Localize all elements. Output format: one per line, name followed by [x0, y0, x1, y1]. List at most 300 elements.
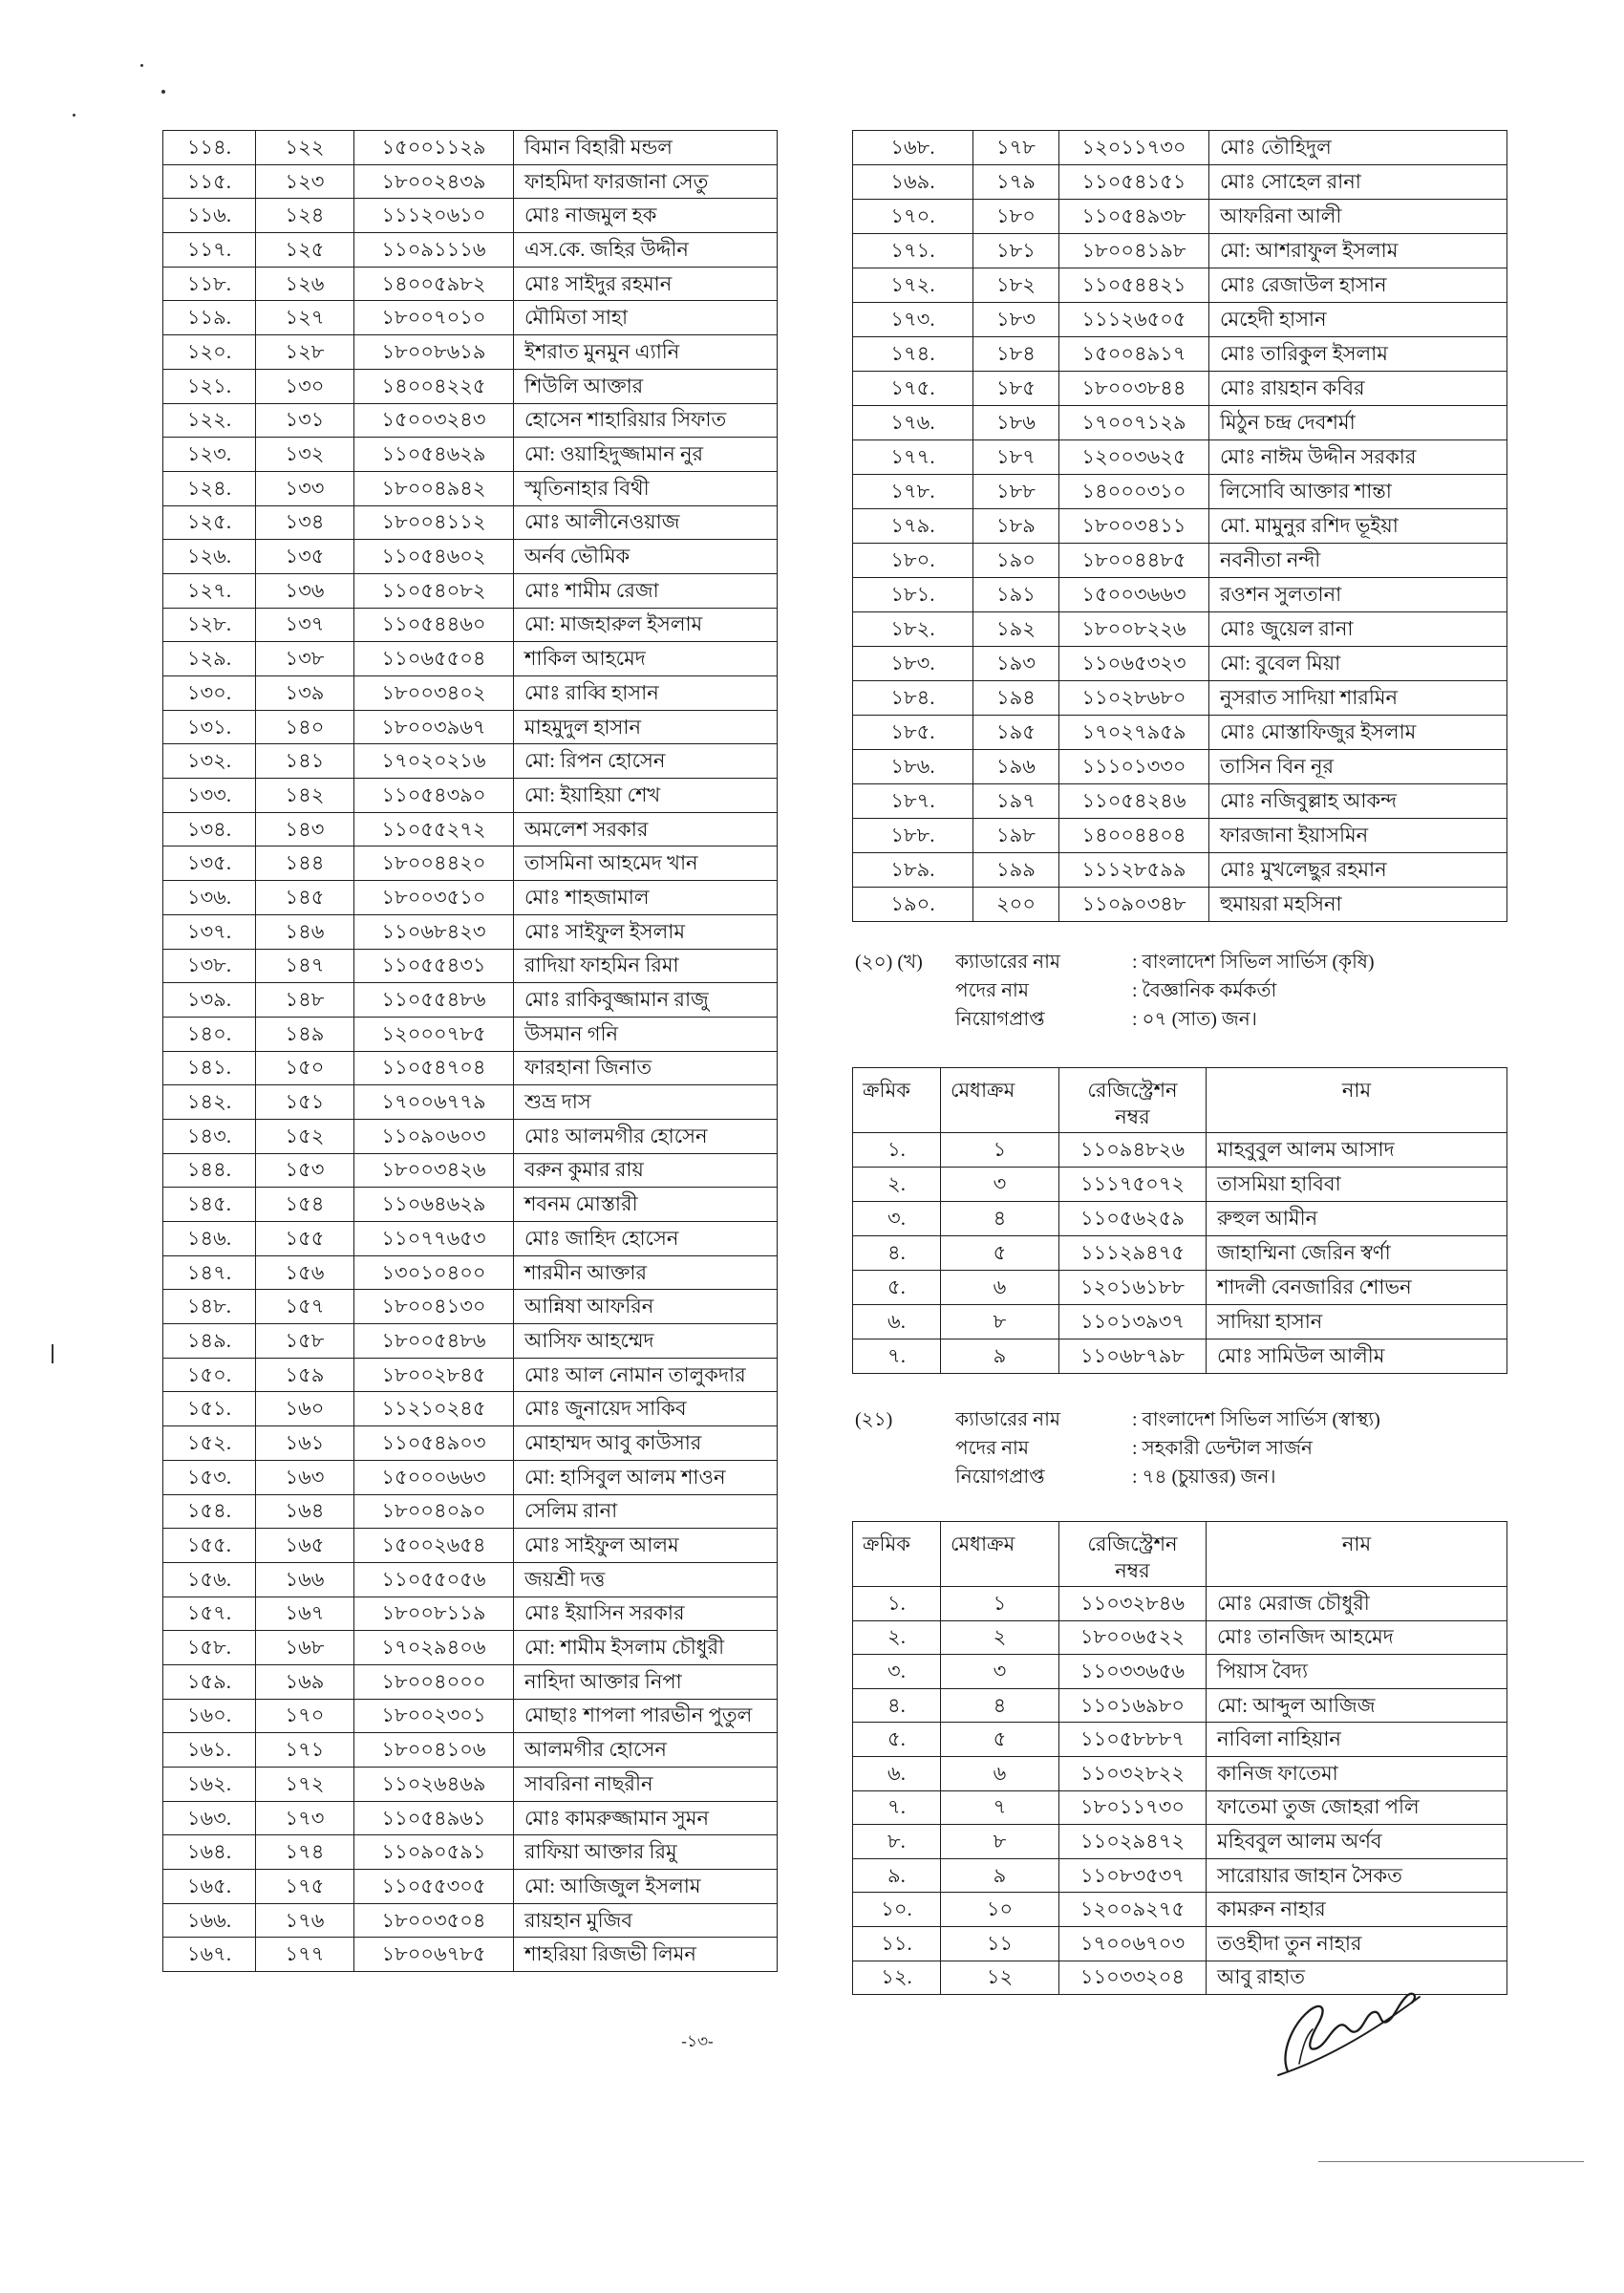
- table-row: [163, 1153, 778, 1188]
- serial-cell: ৭.: [853, 1339, 941, 1374]
- merit-cell: ১০: [941, 1893, 1059, 1927]
- registration-cell: ১১০৫৪৯৬১: [354, 1801, 514, 1835]
- cadre-value: : বাংলাদেশ সিভিল সার্ভিস (কৃষি): [1132, 952, 1375, 973]
- merit-cell: ১: [941, 1587, 1059, 1621]
- merit-cell: ১৭৮: [973, 131, 1059, 165]
- merit-cell: ১৭১: [256, 1733, 354, 1768]
- name-cell: মহিববুল আলম অর্ণব: [1207, 1825, 1507, 1859]
- merit-cell: ৮: [941, 1825, 1059, 1859]
- serial-cell: ১৫৪.: [163, 1494, 256, 1529]
- serial-cell: ১৮৮.: [853, 819, 973, 853]
- table-row: [163, 642, 778, 676]
- registration-cell: ১৮০০৪১০৬: [354, 1733, 514, 1768]
- merit-cell: ১৩৩: [256, 471, 354, 505]
- agriculture-cadre-table: [852, 1067, 1507, 1374]
- serial-cell: ১৭৯.: [853, 509, 973, 544]
- name-cell: মিঠুন চন্দ্র দেবশর্মা: [1209, 406, 1507, 440]
- post-value: : বৈজ্ঞানিক কর্মকর্তা: [1132, 980, 1277, 1001]
- section-number: (২১): [855, 1409, 893, 1430]
- table-row: [163, 1426, 778, 1461]
- table-row: [853, 853, 1507, 888]
- table-row: [163, 1051, 778, 1085]
- serial-cell: ১৭৩.: [853, 303, 973, 337]
- table-row: [853, 1271, 1507, 1305]
- merit-cell: ১২৫: [256, 233, 354, 268]
- merit-cell: ১৭২: [256, 1768, 354, 1802]
- serial-cell: ১৪৭.: [163, 1255, 256, 1290]
- serial-cell: ১২৬.: [163, 540, 256, 574]
- appointed-value: : ০৭ (সাত) জন।: [1132, 1009, 1257, 1030]
- serial-cell: ১১৮.: [163, 267, 256, 301]
- serial-cell: ১৪৩.: [163, 1119, 256, 1153]
- name-cell: পিয়াস বৈদ্য: [1207, 1655, 1507, 1689]
- serial-cell: ১৩৭.: [163, 914, 256, 949]
- serial-cell: ৬.: [853, 1305, 941, 1339]
- merit-cell: ১: [941, 1133, 1059, 1168]
- table-row: [163, 1085, 778, 1120]
- table-row: [163, 1801, 778, 1835]
- name-cell: শবনম মোস্তারী: [514, 1188, 778, 1222]
- cadre-label: ক্যাডারের নাম: [955, 952, 1060, 973]
- post-value: : সহকারী ডেন্টাল সার্জন: [1132, 1438, 1313, 1459]
- registration-cell: ১৮০০৫৪৮৬: [354, 1324, 514, 1359]
- serial-cell: ১৮৫.: [853, 716, 973, 750]
- name-cell: মো: শামীম ইসলাম চৌধুরী: [514, 1631, 778, 1665]
- serial-cell: ১৩৩.: [163, 779, 256, 813]
- serial-cell: ১৮০.: [853, 544, 973, 578]
- merit-cell: ১৪২: [256, 779, 354, 813]
- merit-cell: ১৯৪: [973, 681, 1059, 716]
- serial-cell: ১৩০.: [163, 676, 256, 711]
- merit-cell: ১৪০: [256, 710, 354, 744]
- name-cell: আলমগীর হোসেন: [514, 1733, 778, 1768]
- merit-cell: ১৩৭: [256, 608, 354, 642]
- merit-cell: ১৯০: [973, 544, 1059, 578]
- name-cell: শাকিল আহমেদ: [514, 642, 778, 676]
- registration-cell: ১১১০১৩৩০: [1059, 750, 1209, 784]
- registration-cell: ১৮০০৪৪২০: [354, 846, 514, 881]
- merit-cell: ১৩৪: [256, 505, 354, 540]
- name-cell: শিউলি আক্তার: [514, 369, 778, 403]
- name-cell: মো: বুবেল মিয়া: [1209, 647, 1507, 681]
- merit-cell: ১৭০: [256, 1699, 354, 1733]
- merit-cell: ৬: [941, 1271, 1059, 1305]
- serial-cell: ১৬৯.: [853, 165, 973, 200]
- merit-cell: ১১: [941, 1926, 1059, 1961]
- table-row: [163, 1664, 778, 1699]
- name-cell: কানিজ ফাতেমা: [1207, 1756, 1507, 1790]
- name-cell: মোঃ তানজিদ আহমেদ: [1207, 1620, 1507, 1655]
- name-cell: মৌমিতা সাহা: [514, 301, 778, 335]
- serial-cell: ১২.: [853, 1961, 941, 1995]
- table-row: [853, 647, 1507, 681]
- serial-cell: ১৮৪.: [853, 681, 973, 716]
- column-header-serial: ক্রমিক: [853, 1068, 941, 1133]
- table-row: [163, 301, 778, 335]
- merit-cell: ১২৮: [256, 335, 354, 370]
- registration-cell: ১১০১৬৯৮০: [1059, 1688, 1207, 1723]
- serial-cell: ১২৩.: [163, 438, 256, 472]
- table-row: [163, 779, 778, 813]
- registration-cell: ১১১২৬৫০৫: [1059, 303, 1209, 337]
- name-cell: মোঃ তৌহিদুল: [1209, 131, 1507, 165]
- merit-cell: ১৭৬: [256, 1903, 354, 1938]
- name-cell: বিমান বিহারী মন্ডল: [514, 131, 778, 165]
- name-cell: মোহাম্মদ আবু কাউসার: [514, 1426, 778, 1461]
- merit-cell: ১৪১: [256, 744, 354, 779]
- serial-cell: ৬.: [853, 1756, 941, 1790]
- name-cell: মো: মাজহারুল ইসলাম: [514, 608, 778, 642]
- registration-cell: ১১০৫৪৪২১: [1059, 268, 1209, 303]
- registration-cell: ১১০৫৫০৫৬: [354, 1562, 514, 1597]
- registration-cell: ১১০৫৮৮৮৭: [1059, 1723, 1207, 1757]
- column-header-registration: [1059, 1522, 1207, 1587]
- name-cell: মোঃ শাহজামাল: [514, 881, 778, 915]
- name-cell: মো: আশরাফুল ইসলাম: [1209, 234, 1507, 268]
- registration-cell: ১৫০০৩২৪৩: [354, 403, 514, 438]
- merit-cell: ১৪৫: [256, 881, 354, 915]
- serial-cell: ১৭৮.: [853, 475, 973, 509]
- registration-cell: ১৮০০৪১৩০: [354, 1290, 514, 1324]
- registration-cell: ১২০১৬১৮৮: [1059, 1271, 1207, 1305]
- name-cell: সাদিয়া হাসান: [1207, 1305, 1507, 1339]
- name-cell: মাহবুবুল আলম আসাদ: [1207, 1133, 1507, 1168]
- table-row: [853, 406, 1507, 440]
- table-body: [163, 131, 778, 1972]
- merit-cell: ১৭৪: [256, 1835, 354, 1870]
- registration-cell: ১৮০০৩৮৪৪: [1059, 372, 1209, 406]
- serial-cell: ২.: [853, 1168, 941, 1202]
- registration-cell: ১১০২৯৪৭২: [1059, 1825, 1207, 1859]
- registration-cell: ১৮০০৬৭৮৫: [354, 1938, 514, 1972]
- serial-cell: ১৫২.: [163, 1426, 256, 1461]
- registration-cell: ১৮০০৪৯৪২: [354, 471, 514, 505]
- name-cell: মো. মামুনুর রশিদ ভূইয়া: [1209, 509, 1507, 544]
- name-cell: বরুন কুমার রায়: [514, 1153, 778, 1188]
- registration-cell: ১১০৫৪৯৩৮: [1059, 200, 1209, 234]
- registration-cell: ১১০৫৪৬২৯: [354, 438, 514, 472]
- table-row: [163, 1255, 778, 1290]
- scan-speck: [140, 64, 143, 67]
- registration-cell: ১১০৯০৩৪৮: [1059, 888, 1209, 922]
- serial-cell: ১৩৮.: [163, 949, 256, 983]
- scan-speck: [73, 114, 75, 117]
- name-cell: ফাহমিদা ফারজানা সেতু: [514, 164, 778, 199]
- serial-cell: ১৬৭.: [163, 1938, 256, 1972]
- name-cell: মেহেদী হাসান: [1209, 303, 1507, 337]
- name-cell: ফারজানা ইয়াসমিন: [1209, 819, 1507, 853]
- merit-cell: ৫: [941, 1723, 1059, 1757]
- registration-cell: ১১০৫৪০৮২: [354, 573, 514, 608]
- name-cell: মোঃ আলমগীর হোসেন: [514, 1119, 778, 1153]
- table-row: [163, 744, 778, 779]
- serial-cell: ১৬৮.: [853, 131, 973, 165]
- name-cell: মোছাঃ শাপলা পারভীন পুতুল: [514, 1699, 778, 1733]
- table-row: [163, 438, 778, 472]
- registration-cell: ১১২১০২৪৫: [354, 1392, 514, 1426]
- name-cell: নবনীতা নন্দী: [1209, 544, 1507, 578]
- merit-cell: ১৫৫: [256, 1222, 354, 1256]
- table-row: [853, 1723, 1507, 1757]
- merit-cell: ১৮১: [973, 234, 1059, 268]
- table-row: [163, 1938, 778, 1972]
- merit-cell: ১৬৩: [256, 1460, 354, 1494]
- table-row: [163, 608, 778, 642]
- merit-cell: ১৪৮: [256, 983, 354, 1018]
- merit-cell: ১৯৭: [973, 784, 1059, 819]
- name-cell: মো: আব্দুল আজিজ: [1207, 1688, 1507, 1723]
- merit-cell: ১৭৭: [256, 1938, 354, 1972]
- table-row: [163, 846, 778, 881]
- registration-cell: ১৫০০৪৯১৭: [1059, 337, 1209, 372]
- serial-cell: ১.: [853, 1133, 941, 1168]
- table-header-row: [853, 1068, 1507, 1133]
- table-row: [163, 403, 778, 438]
- name-cell: মো: আজিজুল ইসলাম: [514, 1870, 778, 1904]
- serial-cell: ১৪১.: [163, 1051, 256, 1085]
- name-cell: মোঃ মোস্তাফিজুর ইসলাম: [1209, 716, 1507, 750]
- registration-cell: ১১১২০৬১০: [354, 199, 514, 233]
- serial-cell: ১১৪.: [163, 131, 256, 165]
- name-cell: মো: হাসিবুল আলম শাওন: [514, 1460, 778, 1494]
- column-header-registration-text: রেজিস্ট্রেশন নম্বর: [1087, 1079, 1178, 1129]
- name-cell: মোঃ রেজাউল হাসান: [1209, 268, 1507, 303]
- registration-cell: ১৮০০৪৪৮৫: [1059, 544, 1209, 578]
- registration-cell: ১১০৬৮৪২৩: [354, 914, 514, 949]
- name-cell: নুসরাত সাদিয়া শারমিন: [1209, 681, 1507, 716]
- name-cell: নাবিলা নাহিয়ান: [1207, 1723, 1507, 1757]
- merit-cell: ১৬০: [256, 1392, 354, 1426]
- merit-cell: ১৮০: [973, 200, 1059, 234]
- name-cell: মোঃ নাঈম উদ্দীন সরকার: [1209, 440, 1507, 475]
- name-cell: ফারহানা জিনাত: [514, 1051, 778, 1085]
- table-row: [163, 1290, 778, 1324]
- registration-cell: ১১০৫৪২৪৬: [1059, 784, 1209, 819]
- name-cell: ফাতেমা তুজ জোহরা পলি: [1207, 1790, 1507, 1825]
- table-row: [163, 1597, 778, 1631]
- merit-cell: ১৯৩: [973, 647, 1059, 681]
- table-row: [163, 505, 778, 540]
- serial-cell: ১৪০.: [163, 1017, 256, 1051]
- registration-cell: ১৮০০২৮৪৫: [354, 1358, 514, 1392]
- serial-cell: ১১৭.: [163, 233, 256, 268]
- registration-cell: ১৭০২০২১৬: [354, 744, 514, 779]
- table-row: [163, 1768, 778, 1802]
- registration-cell: ১৫০০১১২৯: [354, 131, 514, 165]
- registration-cell: ১৮০০২৪৩৯: [354, 164, 514, 199]
- serial-cell: ১৩৬.: [163, 881, 256, 915]
- registration-cell: ১৮০০৮২২৬: [1059, 612, 1209, 647]
- merit-cell: ১৮৫: [973, 372, 1059, 406]
- merit-cell: ১৪৪: [256, 846, 354, 881]
- merit-cell: ১৫০: [256, 1051, 354, 1085]
- serial-cell: ১৭৪.: [853, 337, 973, 372]
- table-row: [163, 949, 778, 983]
- registration-cell: ১১০১৩৯৩৭: [1059, 1305, 1207, 1339]
- merit-cell: ১৬৯: [256, 1664, 354, 1699]
- registration-cell: ১৭০২৯৪০৬: [354, 1631, 514, 1665]
- name-cell: স্মৃতিনাহার বিথী: [514, 471, 778, 505]
- merit-cell: ৪: [941, 1688, 1059, 1723]
- name-cell: তওহীদা তুন নাহার: [1207, 1926, 1507, 1961]
- merit-cell: ১৯৯: [973, 853, 1059, 888]
- post-label: পদের নাম: [955, 980, 1029, 1001]
- serial-cell: ১৮৩.: [853, 647, 973, 681]
- registration-cell: ১১০৩৩২০৪: [1059, 1961, 1207, 1995]
- table-row: [163, 1017, 778, 1051]
- registration-cell: ১৭০০৭১২৯: [1059, 406, 1209, 440]
- table-row: [853, 1926, 1507, 1961]
- registration-cell: ১৮০০৩৫১০: [354, 881, 514, 915]
- table-row: [853, 165, 1507, 200]
- table-row: [163, 267, 778, 301]
- serial-cell: ১৫৮.: [163, 1631, 256, 1665]
- name-cell: আসিফ আহম্মেদ: [514, 1324, 778, 1359]
- registration-cell: ১২০০০৭৮৫: [354, 1017, 514, 1051]
- table-row: [853, 819, 1507, 853]
- name-cell: সারোয়ার জাহান সৈকত: [1207, 1858, 1507, 1893]
- name-cell: অর্নব ভৌমিক: [514, 540, 778, 574]
- name-cell: শাহরিয়া রিজভী লিমন: [514, 1938, 778, 1972]
- merit-list-table-right: [852, 130, 1507, 922]
- registration-cell: ১১০২৮৬৮০: [1059, 681, 1209, 716]
- serial-cell: ১৫৭.: [163, 1597, 256, 1631]
- merit-cell: ১২৪: [256, 199, 354, 233]
- merit-cell: ১৪৬: [256, 914, 354, 949]
- registration-cell: ১১০৫৫৩০৫: [354, 1870, 514, 1904]
- merit-cell: ১৫৮: [256, 1324, 354, 1359]
- merit-cell: ১২: [941, 1961, 1059, 1995]
- merit-cell: ১৩২: [256, 438, 354, 472]
- registration-cell: ১৫০০৩৬৬৩: [1059, 578, 1209, 612]
- table-row: [853, 268, 1507, 303]
- appointed-value: : ৭৪ (চুয়াত্তর) জন।: [1132, 1467, 1276, 1488]
- serial-cell: ১৭১.: [853, 234, 973, 268]
- registration-cell: ১৮০০৮৬১৯: [354, 335, 514, 370]
- table-row: [163, 1358, 778, 1392]
- name-cell: জাহাম্মিনা জেরিন স্বর্ণা: [1207, 1236, 1507, 1271]
- serial-cell: ১৫১.: [163, 1392, 256, 1426]
- serial-cell: ১৮৭.: [853, 784, 973, 819]
- registration-cell: ১৮০০৩৯৬৭: [354, 710, 514, 744]
- serial-cell: ১৭৭.: [853, 440, 973, 475]
- serial-cell: ১১৯.: [163, 301, 256, 335]
- table-row: [853, 372, 1507, 406]
- table-row: [163, 812, 778, 846]
- page-number: -১৩-: [681, 2032, 714, 2050]
- table-row: [163, 1188, 778, 1222]
- registration-cell: ১২০০৩৬২৫: [1059, 440, 1209, 475]
- registration-cell: ১১০৯০৬০৩: [354, 1119, 514, 1153]
- table-header-row: [853, 1522, 1507, 1587]
- name-cell: রুহুল আমীন: [1207, 1202, 1507, 1236]
- serial-cell: ১.: [853, 1587, 941, 1621]
- registration-cell: ১৮০০৩৪২৬: [354, 1153, 514, 1188]
- serial-cell: ১২৭.: [163, 573, 256, 608]
- name-cell: মোঃ জাহিদ হোসেন: [514, 1222, 778, 1256]
- serial-cell: ১৩১.: [163, 710, 256, 744]
- table-row: [163, 710, 778, 744]
- table-body: [853, 131, 1507, 922]
- scan-speck: [161, 90, 165, 94]
- serial-cell: ১৪৪.: [163, 1153, 256, 1188]
- merit-cell: ১৯২: [973, 612, 1059, 647]
- name-cell: মোঃ জুয়েল রানা: [1209, 612, 1507, 647]
- table-row: [163, 335, 778, 370]
- column-header-serial: ক্রমিক: [853, 1522, 941, 1587]
- name-cell: মোঃ শামীম রেজা: [514, 573, 778, 608]
- name-cell: তাসমিয়া হাবিবা: [1207, 1168, 1507, 1202]
- merit-cell: ১৯১: [973, 578, 1059, 612]
- table-row: [163, 1870, 778, 1904]
- table-row: [163, 1903, 778, 1938]
- name-cell: মোঃ সাইফুল ইসলাম: [514, 914, 778, 949]
- name-cell: শাদলী বেনজারির শোভন: [1207, 1271, 1507, 1305]
- serial-cell: ১২১.: [163, 369, 256, 403]
- section-21-heading: [855, 1405, 1506, 1496]
- merit-cell: ৪: [941, 1202, 1059, 1236]
- name-cell: মোঃ সোহেল রানা: [1209, 165, 1507, 200]
- name-cell: রাফিয়া আক্তার রিমু: [514, 1835, 778, 1870]
- serial-cell: ৪.: [853, 1236, 941, 1271]
- serial-cell: ১৭২.: [853, 268, 973, 303]
- name-cell: মোঃ জুনায়েদ সাকিব: [514, 1392, 778, 1426]
- registration-cell: ১১০৫৫৪৩১: [354, 949, 514, 983]
- registration-cell: ১৮০০৭০১০: [354, 301, 514, 335]
- registration-cell: ১১০৬৫৩২৩: [1059, 647, 1209, 681]
- registration-cell: ১১০৫৪৬০২: [354, 540, 514, 574]
- registration-cell: ১১০৬৫৫০৪: [354, 642, 514, 676]
- registration-cell: ১৮০০৩৪০২: [354, 676, 514, 711]
- registration-cell: ১১০৫৪৭০৪: [354, 1051, 514, 1085]
- table-row: [853, 1655, 1507, 1689]
- merit-cell: ২০০: [973, 888, 1059, 922]
- merit-cell: ১৬৬: [256, 1562, 354, 1597]
- merit-cell: ১৩৫: [256, 540, 354, 574]
- serial-cell: ১৬০.: [163, 1699, 256, 1733]
- serial-cell: ১২৮.: [163, 608, 256, 642]
- serial-cell: ১৬৬.: [163, 1903, 256, 1938]
- merit-cell: ৫: [941, 1236, 1059, 1271]
- name-cell: আবু রাহাত: [1207, 1961, 1507, 1995]
- name-cell: এস.কে. জহির উদ্দীন: [514, 233, 778, 268]
- name-cell: মোঃ মুখলেছুর রহমান: [1209, 853, 1507, 888]
- table-row: [853, 131, 1507, 165]
- registration-cell: ১১০৮৩৫৩৭: [1059, 1858, 1207, 1893]
- merit-cell: ১২৬: [256, 267, 354, 301]
- name-cell: মোঃ ইয়াসিন সরকার: [514, 1597, 778, 1631]
- registration-cell: ১১০৯১১১৬: [354, 233, 514, 268]
- merit-cell: ১৬৮: [256, 1631, 354, 1665]
- table-row: [853, 716, 1507, 750]
- name-cell: শারমীন আক্তার: [514, 1255, 778, 1290]
- merit-cell: ১৭৩: [256, 1801, 354, 1835]
- registration-cell: ১৭০২৭৯৫৯: [1059, 716, 1209, 750]
- merit-cell: ১৮৩: [973, 303, 1059, 337]
- registration-cell: ১৭০০৬৭৭৯: [354, 1085, 514, 1120]
- registration-cell: ১১০৯৪৮২৬: [1059, 1133, 1207, 1168]
- name-cell: উসমান গনি: [514, 1017, 778, 1051]
- table-row: [163, 1529, 778, 1563]
- registration-cell: ১১১৭৫০৭২: [1059, 1168, 1207, 1202]
- serial-cell: ১৬২.: [163, 1768, 256, 1802]
- merit-cell: ১৩৬: [256, 573, 354, 608]
- table-row: [163, 983, 778, 1018]
- registration-cell: ১১০৫৪৯০৩: [354, 1426, 514, 1461]
- serial-cell: ১৪২.: [163, 1085, 256, 1120]
- merit-cell: ১৫২: [256, 1119, 354, 1153]
- cadre-label: ক্যাডারের নাম: [955, 1409, 1060, 1430]
